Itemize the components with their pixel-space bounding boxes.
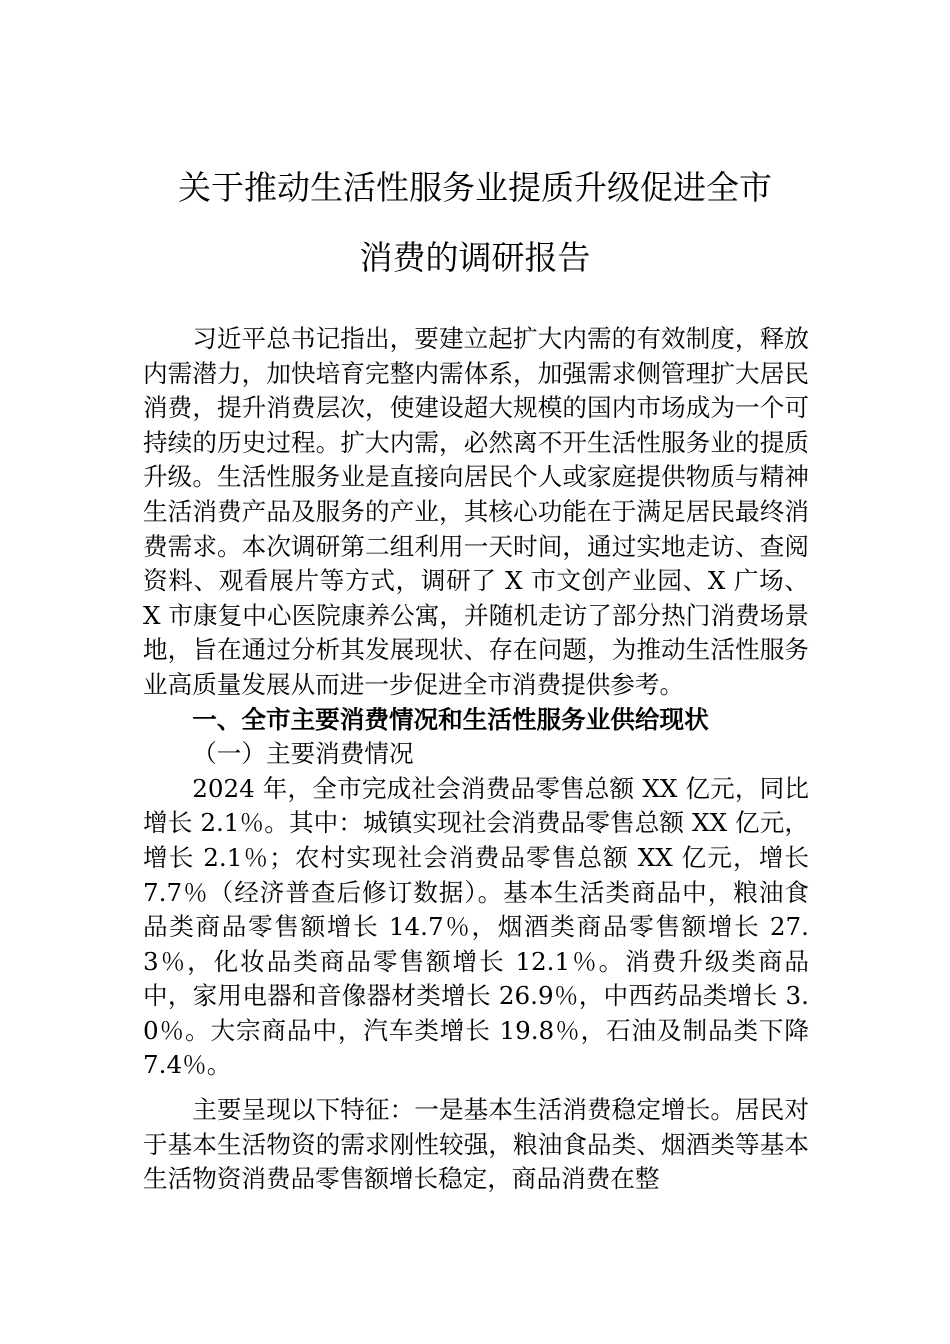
document-body (143, 322, 809, 1197)
document-title-line-1: 关于推动生活性服务业提质升级促进全市 (178, 168, 772, 207)
paragraph-gap (143, 1083, 809, 1093)
intro-paragraph: 习近平总书记指出，要建立起扩大内需的有效制度，释放内需潜力，加快培育完整内需体系，加强需求侧管理扩大居民消费，提升消费层次，使建设超大规模的国内市场成为一个可持续的历史过程。扩大内需，必然离不开生活性服务业的提质升级。生活性服务业是直接向居民个人或家庭提供物质与精神生活消费产品及服务的产业，其核心功能在于满足居民最终消费需求。本次调研第二组利用一天时间，通过实地走访、查阅资料、观看展片等方式，调研了 X 市文创产业园、X 广场、X 市康复中心医院康养公寓，并随机走访了部分热门消费场景地，旨在通过分析其发展现状、存在问题，为推动生活性服务业高质量发展从而进一步促进全市消费提供参考。 (143, 324, 809, 699)
features-paragraph: 主要呈现以下特征：一是基本生活消费稳定增长。居民对于基本生活物资的需求刚性较强，粮油食品类、烟酒类等基本生活物资消费品零售额增长稳定，商品消费在整 (143, 1095, 809, 1194)
document-title-line-2: 消费的调研报告 (359, 238, 591, 277)
section-1-heading: 一、全市主要消费情况和生活性服务业供给现状 (192, 704, 709, 734)
stats-paragraph: 2024 年，全市完成社会消费品零售总额 XX 亿元，同比增长 2.1％。其中：城镇实现社会消费品零售总额 XX 亿元，增长 2.1％；农村实现社会消费品零售总额 XX 亿元，增长 7.7％（经济普查后修订数据）。基本生活类商品中，粮油食品类商品零售额增长 14.7％，烟酒类商品零售额增长 27.3％，化妆品类商品零售额增长 12.1％。消费升级类商品中，家用电器和音像器材类增长 26.9％，中西药品类增长 3.0％。大宗商品中，汽车类增长 19.8％，石油及制品类下降 7.4％。 (143, 773, 809, 1080)
subsection-1-heading: （一）主要消费情况 (192, 739, 414, 769)
